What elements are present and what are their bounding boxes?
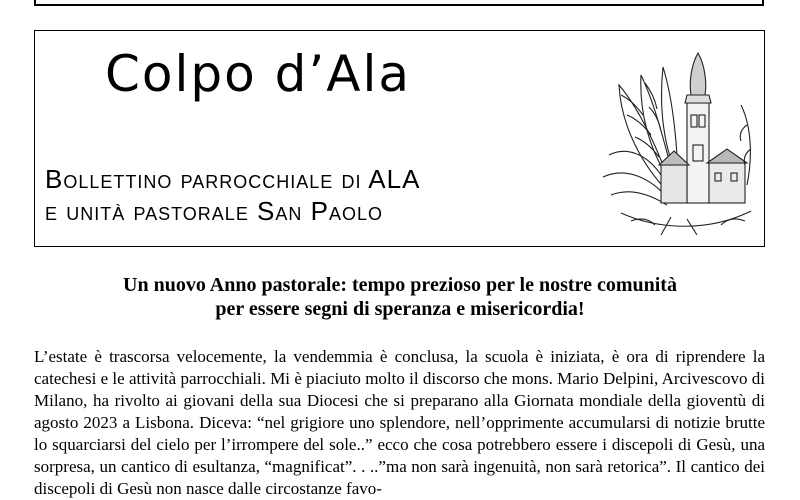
masthead-title: Colpo d’Ala xyxy=(105,45,411,103)
headline-line1: Un nuovo Anno pastorale: tempo prezioso per le nostre comunità xyxy=(123,274,677,296)
masthead-subtitle-line2: e unità pastorale San Paolo xyxy=(45,196,383,226)
masthead xyxy=(34,30,765,247)
article-headline xyxy=(0,273,800,321)
article-paragraph: L’estate è trascorsa velocemente, la vendemmia è conclusa, la scuola è iniziata, è ora di riprendere la catechesi e le attività parrocchiali. Mi è piaciuto molto il discorso che mons. Mario Delpini, Arcivescovo di Milano, ha rivolto ai giovani della sua Diocesi che si preparano alla Giornata mondiale della gioventù di agosto 2023 a Lisbona. Diceva: “nel grigiore uno splendore, nell’opprimente accumularsi di notizie brutte lo squarciarsi del cielo per l’irrompere del sole..” ecco che cosa potrebbero essere i discepoli di Gesù, una sorpresa, un cantico di esultanza, “magnificat”. . ..”ma non sarà ingenuità, non sarà retorica”. Il cantico dei discepoli di Gesù non nasce dalle circostanze favo- xyxy=(34,347,765,498)
masthead-subtitle-line1: Bollettino parrocchiale di ALA xyxy=(45,164,421,194)
bell-tower-wing-icon xyxy=(601,45,757,235)
issue-header-box xyxy=(34,0,764,6)
headline-line2: per essere segni di speranza e misericordia! xyxy=(215,298,585,320)
article-body xyxy=(34,346,765,500)
